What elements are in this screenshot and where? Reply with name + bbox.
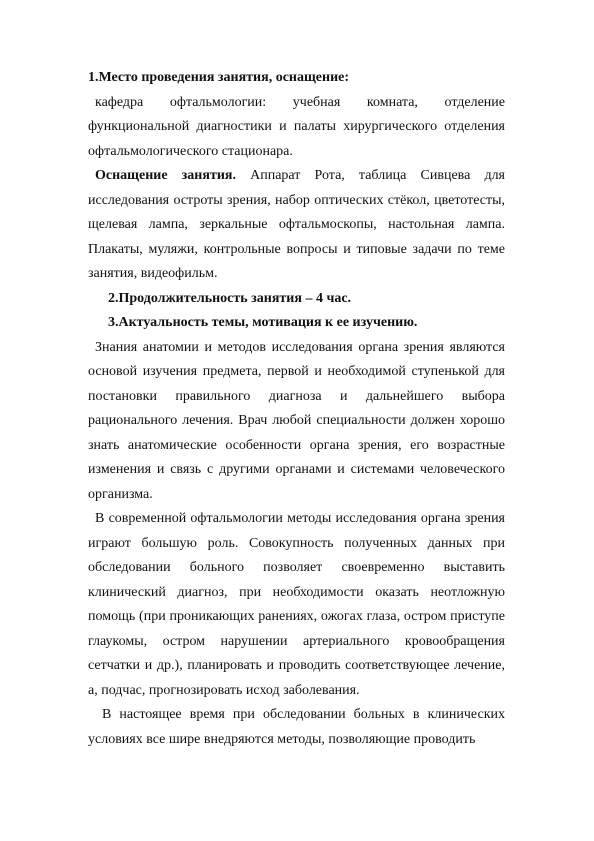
section-3-heading: 3.Актуальность темы, мотивация к ее изучению.	[108, 315, 418, 330]
duration-end: .	[347, 290, 352, 306]
document-page	[88, 66, 505, 752]
equipment-text: Аппарат Рота, таблица Сивцева для исследования остроты зрения, набор оптических стёкол, цветотесты, щелевая лампа, зеркальные офтальмоскопы, настольная лампа. Плакаты, муляжи, контрольные вопросы и типовые задачи по теме занятия, видеофильм.	[88, 168, 505, 281]
relevance-paragraph-2: В современной офтальмологии методы исследования органа зрения играют большую роль. Совокупность полученных данных при обследовании больного позволяет своевременно выставить клинический диагноз, при необходимости оказать неотложную помощь (при проникающих ранениях, ожогах глаза, остром приступе глаукомы, остром нарушении артериального кровообращения сетчатки и др.), планировать и проводить соответствующее лечение, а, подчас, прогнозировать исход заболевания.	[88, 511, 505, 698]
section-2-heading-line	[88, 287, 505, 312]
duration-text: – 4 час	[301, 290, 348, 306]
section-2-heading: 2.Продолжительность занятия	[108, 290, 302, 306]
equipment-paragraph	[88, 164, 505, 287]
place-paragraph: кафедра офтальмологии: учебная комната, отделение функциональной диагностики и палаты хирургического отделения офтальмологического стационара.	[88, 94, 505, 159]
relevance-paragraph-3: В настоящее время при обследовании больных в клинических условиях все шире внедряются методы, позволяющие проводить	[88, 707, 505, 747]
relevance-paragraph-1: Знания анатомии и методов исследования органа зрения являются основой изучения предмета, первой и необходимой ступенькой для постановки правильного диагноза и дальнейшего выбора рационального лечения. Врач любой специальности должен хорошо знать анатомические особенности органа зрения, его возрастные изменения и связь с другими органами и системами человеческого организма.	[88, 339, 505, 502]
section-1-heading: 1.Место проведения занятия, оснащение:	[88, 70, 350, 85]
equipment-label: Оснащение занятия.	[95, 168, 236, 183]
